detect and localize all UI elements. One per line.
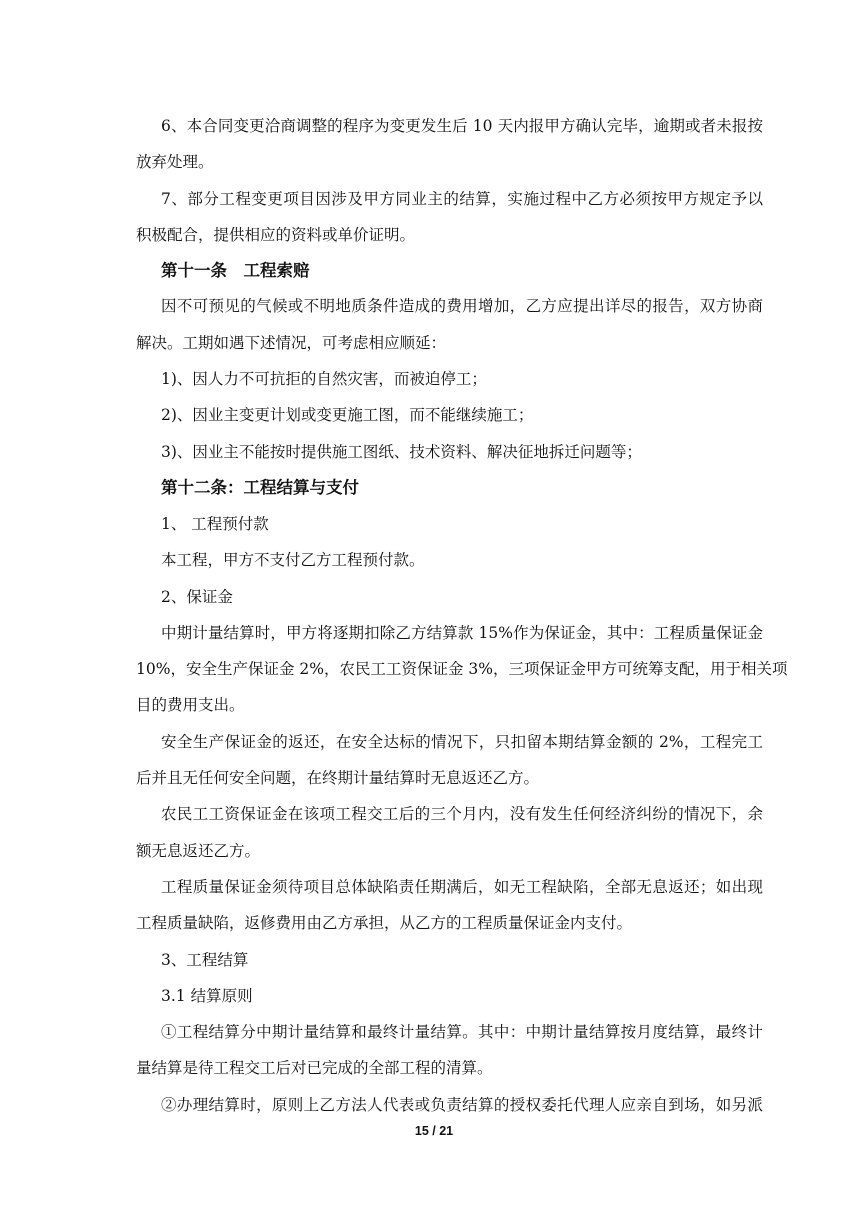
paragraph-line: 农民工工资保证金在该项工程交工后的三个月内，没有发生任何经济纠纷的情况下，余 bbox=[161, 805, 763, 823]
paragraph-line: 7、部分工程变更项目因涉及甲方同业主的结算，实施过程中乙方必须按甲方规定予以 bbox=[161, 190, 763, 208]
paragraph-line: 中期计量结算时，甲方将逐期扣除乙方结算款 15%作为保证金，其中：工程质量保证金 bbox=[161, 624, 763, 642]
list-item: 3)、因业主不能按时提供施工图纸、技术资料、解决征地拆迁问题等； bbox=[161, 443, 642, 461]
paragraph-line: 解决。工期如遇下述情况，可考虑相应顺延： bbox=[136, 334, 447, 352]
paragraph-line: ②办理结算时，原则上乙方法人代表或负责结算的授权委托代理人应亲自到场，如另派 bbox=[161, 1096, 763, 1114]
section-heading: 第十二条：工程结算与支付 bbox=[161, 478, 359, 497]
paragraph-line: 量结算是待工程交工后对已完成的全部工程的清算。 bbox=[136, 1059, 493, 1077]
subheading: 2、保证金 bbox=[161, 588, 233, 606]
list-item: 2)、因业主变更计划或变更施工图，而不能继续施工； bbox=[161, 406, 534, 424]
subheading: 3、工程结算 bbox=[161, 951, 249, 969]
subheading: 1、 工程预付款 bbox=[161, 515, 269, 533]
paragraph-line: 安全生产保证金的返还，在安全达标的情况下，只扣留本期结算金额的 2%，工程完工 bbox=[161, 733, 763, 751]
paragraph-line: 10%，安全生产保证金 2%，农民工工资保证金 3%，三项保证金甲方可统筹支配，用于相关项 bbox=[136, 660, 788, 678]
paragraph-line: 额无息返还乙方。 bbox=[136, 842, 261, 860]
list-item: 1)、因人力不可抗拒的自然灾害，而被迫停工； bbox=[161, 370, 487, 388]
paragraph-line: 本工程，甲方不支付乙方工程预付款。 bbox=[161, 551, 425, 569]
paragraph-line: 因不可预见的气候或不明地质条件造成的费用增加，乙方应提出详尽的报告，双方协商 bbox=[161, 297, 763, 315]
paragraph-line: ①工程结算分中期计量结算和最终计量结算。其中：中期计量结算按月度结算，最终计 bbox=[161, 1023, 763, 1041]
paragraph-line: 目的费用支出。 bbox=[136, 696, 245, 714]
paragraph-line: 工程质量缺陷，返修费用由乙方承担，从乙方的工程质量保证金内支付。 bbox=[136, 914, 633, 932]
subheading: 3.1 结算原则 bbox=[161, 987, 253, 1005]
page-number: 15 / 21 bbox=[414, 1124, 454, 1138]
paragraph-line: 放弃处理。 bbox=[136, 153, 214, 171]
paragraph-line: 积极配合，提供相应的资料或单价证明。 bbox=[136, 226, 416, 244]
paragraph-line: 工程质量保证金须待项目总体缺陷责任期满后，如无工程缺陷，全部无息返还；如出现 bbox=[161, 878, 763, 896]
paragraph-line: 6、本合同变更洽商调整的程序为变更发生后 10 天内报甲方确认完毕，逾期或者未报按 bbox=[161, 117, 763, 135]
paragraph-line: 后并且无任何安全问题，在终期计量结算时无息返还乙方。 bbox=[136, 769, 540, 787]
section-heading: 第十一条 工程索赔 bbox=[161, 261, 310, 280]
